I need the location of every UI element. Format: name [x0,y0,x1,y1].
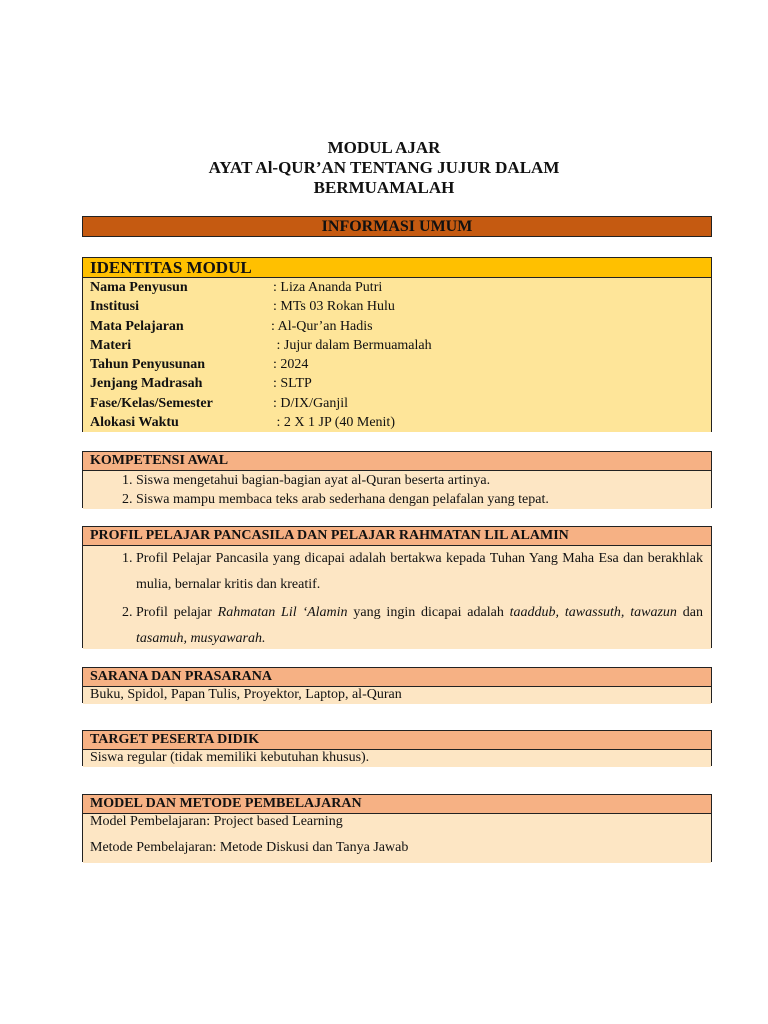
profil-list [83,546,711,652]
identitas-row [90,297,704,316]
identitas-value: : MTs 03 Rokan Hulu [273,299,395,315]
kompetensi-header: KOMPETENSI AWAL [83,452,711,471]
identitas-label: Jenjang Madrasah [90,376,203,392]
identitas-label: Alokasi Waktu [90,415,179,431]
informasi-umum-bar: INFORMASI UMUM [82,216,712,237]
identitas-row [90,317,704,336]
identitas-body [83,278,711,432]
identitas-value: : Jujur dalam Bermuamalah [273,337,432,353]
list-item: 2. Siswa mampu membaca teks arab sederhana dengan pelafalan yang tepat. [136,490,703,509]
identitas-value: : Liza Ananda Putri [273,280,383,295]
identitas-row [90,355,704,374]
profil-pelajar-table [82,526,712,648]
identitas-value: : Al-Qur’an Hadis [271,318,373,334]
list-item: 1. Profil Pelajar Pancasila yang dicapai adalah bertakwa kepada Tuhan Yang Maha Esa dan berakhlak mulia, bernalar kritis dan kreatif. [136,546,703,598]
identitas-row [90,394,704,413]
kompetensi-awal-table [82,451,712,508]
identitas-value: : 2024 [273,357,309,373]
metode-line: Metode Pembelajaran: Metode Diskusi dan Tanya Jawab [90,840,409,855]
identitas-value: : D/IX/Ganjil [273,395,349,411]
document-title [0,138,768,198]
profil-text: Profil pelajar [136,605,218,620]
profil-italic-text: Rahmatan Lil ‘Alamin [217,605,348,620]
target-peserta-table [82,730,712,766]
profil-header: PROFIL PELAJAR PANCASILA DAN PELAJAR RAHMATAN LIL ALAMIN [83,527,711,546]
sarana-prasarana-table [82,667,712,703]
identitas-label: Fase/Kelas/Semester [90,395,213,411]
profil-body [83,546,711,649]
list-item: 1. Siswa mengetahui bagian-bagian ayat al-Quran beserta artinya. [136,471,703,490]
identitas-row [90,336,704,355]
identitas-value: : 2 X 1 JP (40 Menit) [273,415,395,431]
model-header: MODEL DAN METODE PEMBELAJARAN [83,795,711,814]
profil-text: dan [676,605,703,620]
title-line-1: MODUL AJAR [327,138,441,157]
sarana-text: Buku, Spidol, Papan Tulis, Proyektor, Laptop, al-Quran [83,687,711,704]
profil-text: yang ingin dicapai adalah [347,605,510,620]
identitas-label: Mata Pelajaran [90,318,184,334]
model-line: Model Pembelajaran: Project based Learning [90,814,343,829]
title-line-3: BERMUAMALAH [313,178,455,197]
identitas-header: IDENTITAS MODUL [83,258,711,278]
identitas-row [90,278,704,297]
identitas-modul-table [82,257,712,432]
model-body [83,814,711,863]
identitas-value: : SLTP [273,376,312,392]
title-line-2: AYAT Al-QUR’AN TENTANG JUJUR DALAM [208,158,560,177]
identitas-label: Tahun Penyusunan [90,357,206,373]
identitas-row [90,374,704,393]
list-item [136,600,703,652]
kompetensi-list [83,471,711,509]
target-text: Siswa regular (tidak memiliki kebutuhan khusus). [83,750,711,767]
profil-italic-text: tasamuh, musyawarah. [136,631,266,646]
target-header: TARGET PESERTA DIDIK [83,731,711,750]
sarana-header: SARANA DAN PRASARANA [83,668,711,687]
profil-italic-text: taaddub, tawassuth, tawazun [509,605,677,620]
identitas-label: Institusi [90,299,140,315]
identitas-row [90,413,704,432]
kompetensi-body [83,471,711,509]
identitas-label: Materi [90,337,132,353]
identitas-label: Nama Penyusun [90,280,188,295]
model-metode-table [82,794,712,862]
